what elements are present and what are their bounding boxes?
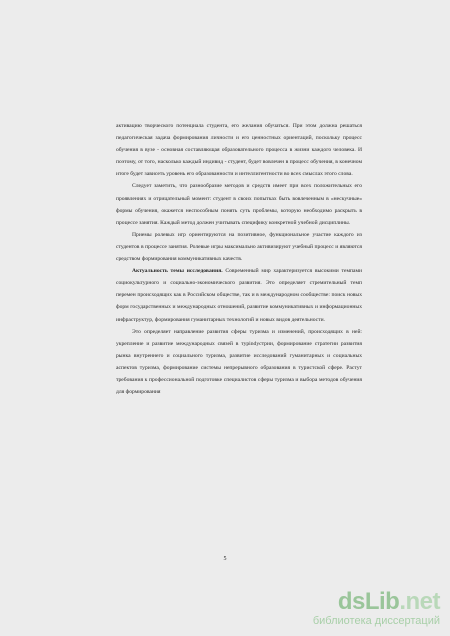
paragraph-5-text: Это определяет направление развития сферы туризма и изменений, происходящих в ней: укрепление и развитие международных связей в турindустрии, формирование стратегии развития рынка внутреннего и социального туризма, развитие исследований гуманитарных и социальных аспектов туризма, формирование системы непрерывного образования в туристской сфере. Растут требования к профессиональной подготовке специалистов сферы туризма и выбора методов обучения для формирования bbox=[116, 328, 362, 396]
logo-suffix: .net bbox=[399, 588, 440, 615]
paragraph-3 bbox=[116, 229, 362, 265]
paragraph-1-text: активацию творческого потенциала студента, его желания обучаться. При этом должна решаться педагогическая задача формирования личности и его ценностных ориентаций, поскольку процесс обучения в вузе - основная составляющая образовательного процесса в жизни каждого человека. И поэтому, от того, насколько каждый индивид - студент, будет вовлечен в процесс обучения, в конечном итоге будет зависеть уровень его образованности и интеллигентности во всех смыслах этого слова. bbox=[116, 123, 362, 178]
dslib-watermark[interactable] bbox=[310, 589, 440, 628]
page-number: 5 bbox=[223, 556, 227, 562]
page-body bbox=[116, 120, 362, 398]
paragraph-5 bbox=[116, 326, 362, 399]
section-heading-relevance: Актуальность темы исследования. bbox=[132, 268, 223, 275]
watermark-subtitle: библиотека диссертаций bbox=[312, 615, 440, 627]
paragraph-2-text: Следует заметить, что разнообразие методов и средств имеет при всех положительных его проявлениях и отрицательный момент: студент в своих попытках быть вовлеченным в «нескучные» формы обучения, окажется неспособным понять суть проблемы, которую необходимо раскрыть в процессе занятия. Каждый метод должен учитывать специфику конкретной учебной дисциплины. bbox=[116, 183, 362, 226]
logo-main: dsLib bbox=[337, 588, 400, 615]
paragraph-2 bbox=[116, 180, 362, 228]
paragraph-4 bbox=[116, 265, 362, 325]
paragraph-3-text: Приемы ролевых игр ориентируются на позитивное, функциональное участие каждого из студентов в процессе занятия. Ролевые игры максимально активизируют учебный процесс и являются средством формирования коммуникативных качеств. bbox=[116, 231, 362, 263]
paragraph-1 bbox=[116, 120, 362, 180]
dslib-logo bbox=[310, 589, 440, 615]
paragraph-4-text: Современный мир характеризуется высокими темпами социокультурного и социально-экономического развития. Это определяет стремительный темп перемен происходящих как в Российском обществе, так и в международном сообществе: поиск новых форм государственных и международных отношений, развитие коммуникативных и информационных инфраструктур, формирования гуманитарных технологий и новых видов деятельности. bbox=[116, 268, 362, 323]
